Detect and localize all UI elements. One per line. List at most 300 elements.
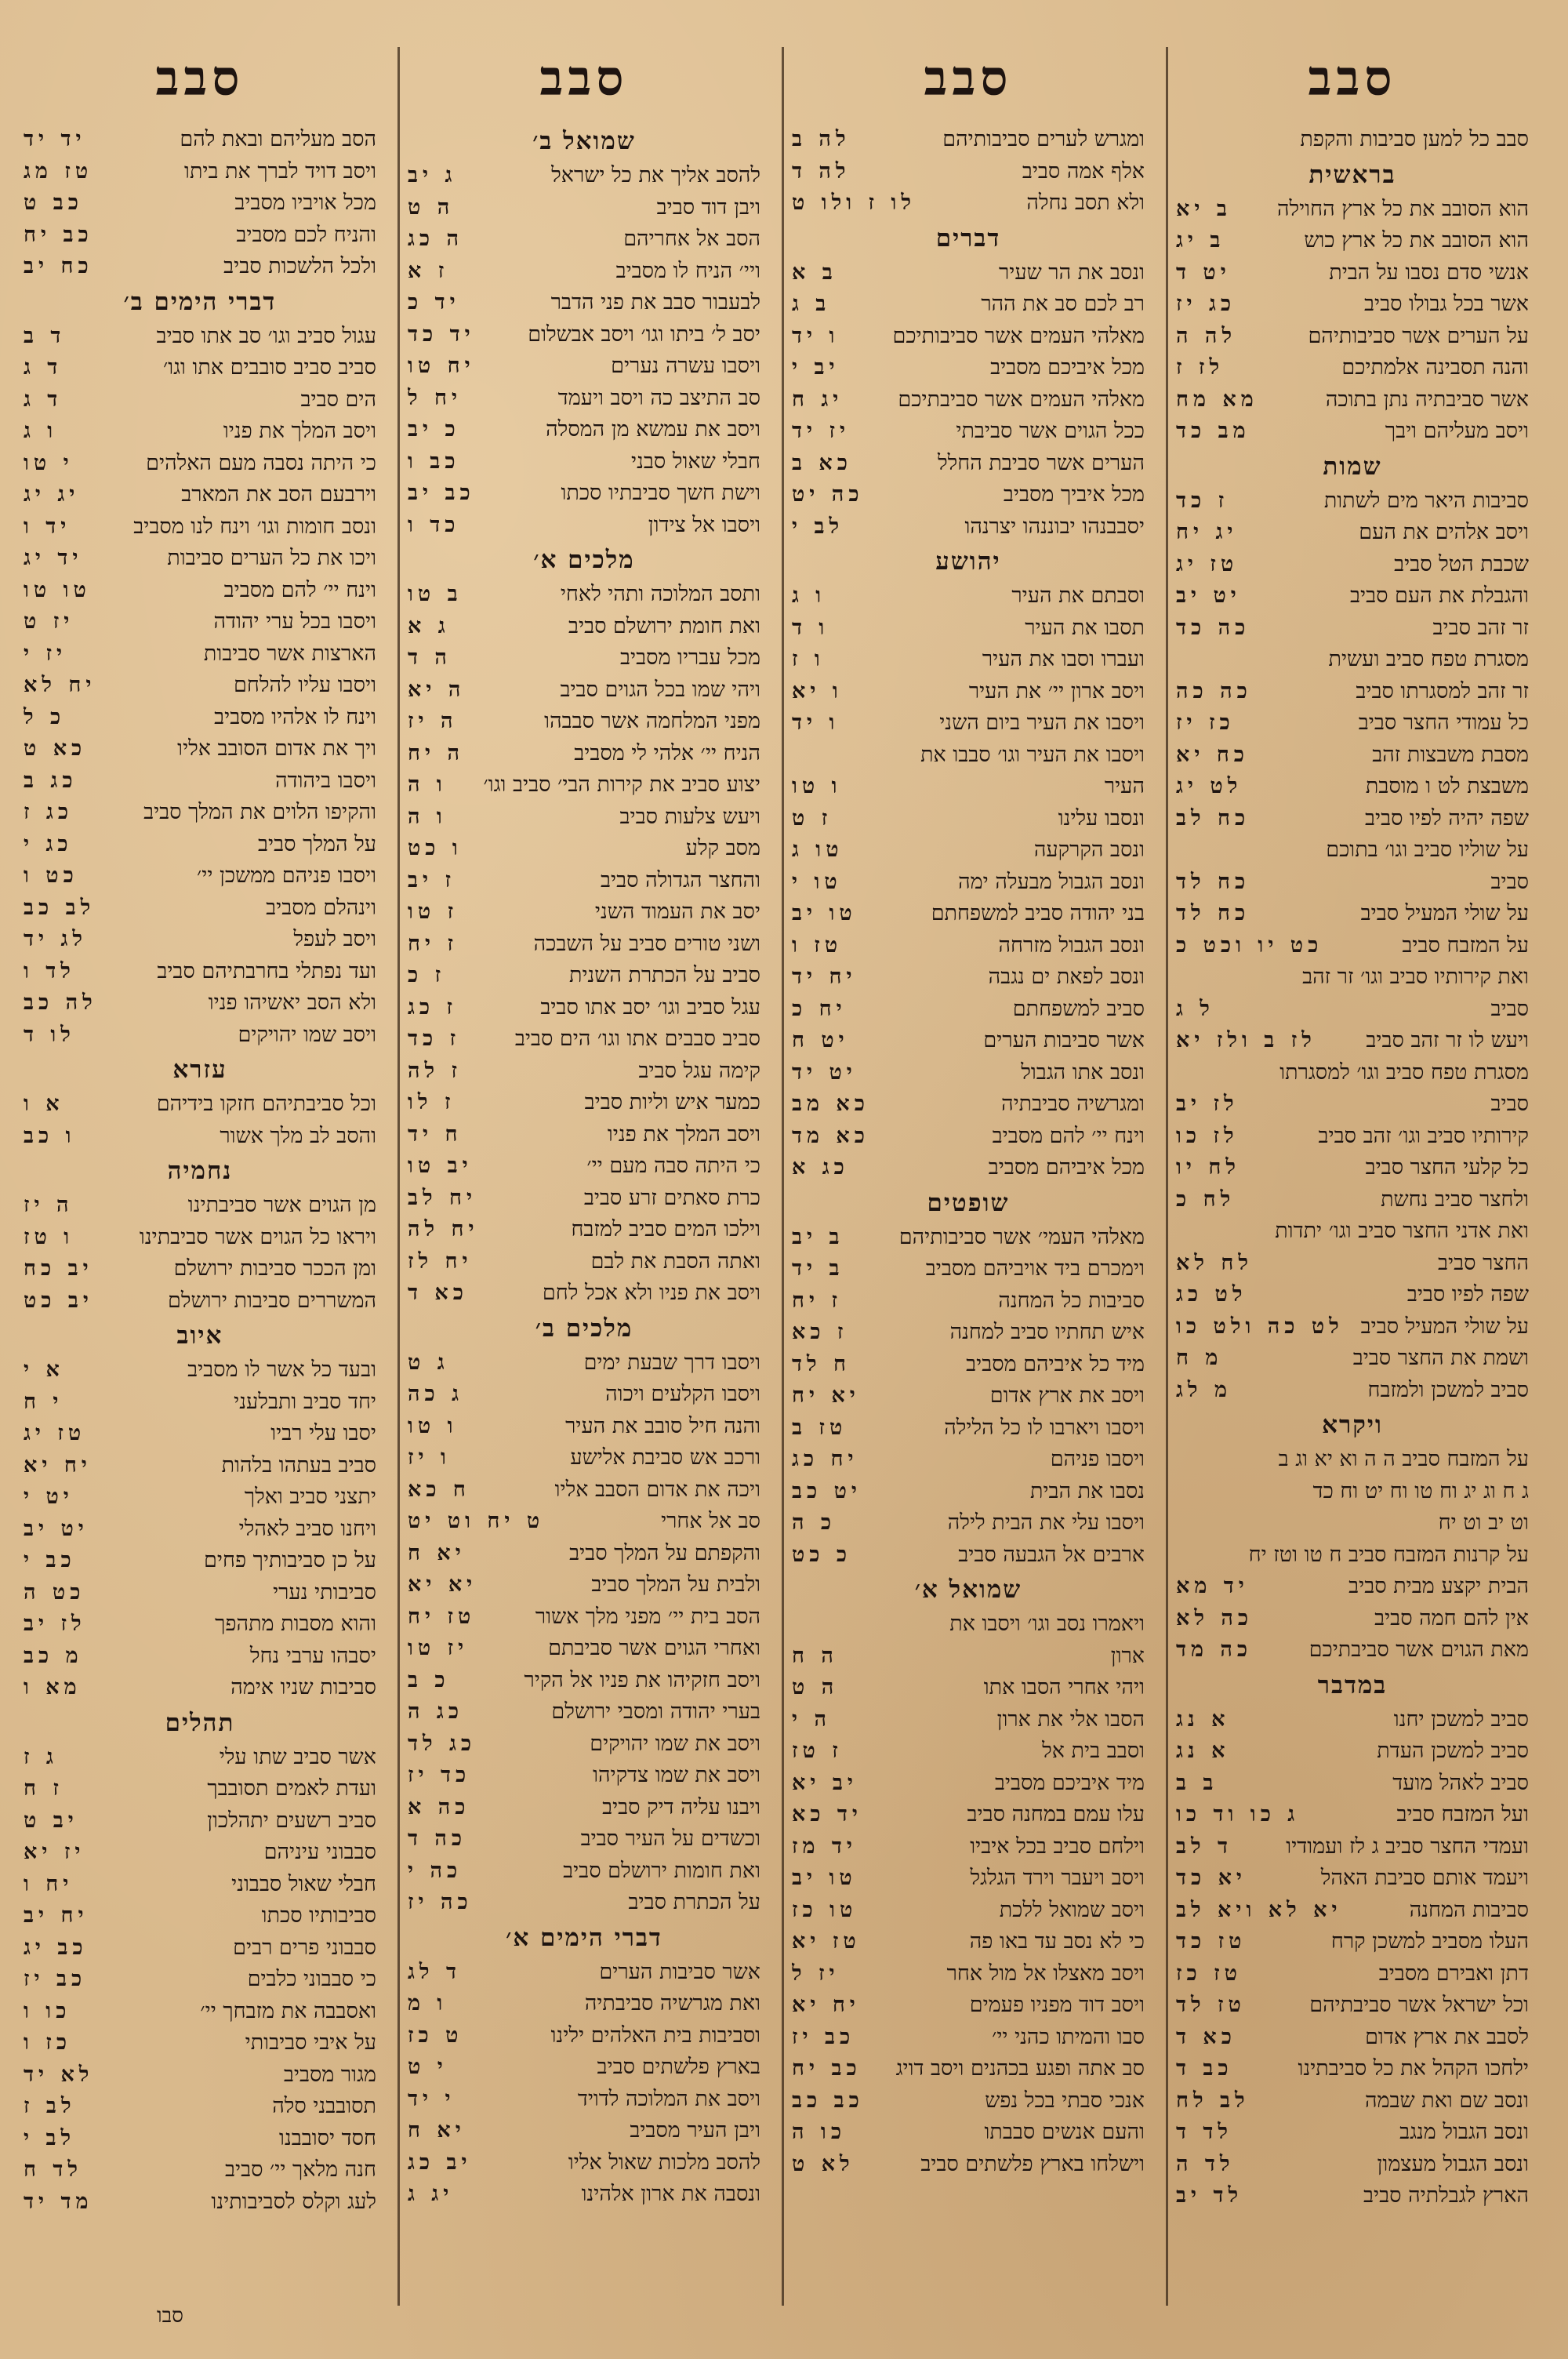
entry-text: ויסבו עליו להלחם (234, 673, 376, 697)
entry-text: אשר סביב שתו עלי (219, 1744, 376, 1769)
entry-row (24, 220, 376, 252)
entry-text: על המזבח סביב ה ה וא יא וג ב (1278, 1447, 1529, 1471)
verse-reference: כג י (24, 831, 73, 856)
entry-row (408, 642, 760, 674)
verse-reference: יב ט (24, 1808, 78, 1833)
entry-text: ילחכו הקהל את כל סביבתינו (1298, 2056, 1529, 2081)
verse-reference: ו יז (408, 1445, 451, 1470)
verse-reference: יב כח (24, 1256, 93, 1281)
verse-reference: יא כד (1176, 1866, 1247, 1890)
entry-text: אשר סביבות הערים (983, 1028, 1145, 1052)
verse-reference: יח יא (792, 1993, 860, 2017)
entry-row (408, 929, 760, 961)
verse-reference: טז יג (1176, 551, 1239, 576)
verse-reference: טו י (792, 869, 842, 894)
entry-row (24, 1089, 376, 1121)
entry-text: מאלהי העמים אשר סביבותיכם (892, 323, 1145, 348)
entry-row (792, 2117, 1145, 2149)
verse-reference: לז יב (1176, 1092, 1239, 1116)
entry-text: זר זהב סביב (1432, 615, 1529, 640)
entry-text: ויסבו פניהם (1050, 1447, 1145, 1471)
entry-row (408, 2052, 760, 2084)
verse-reference: כא ד (1176, 2024, 1236, 2049)
verse-reference: יט ד (1176, 260, 1231, 285)
verse-reference: ז יח (408, 931, 458, 956)
entry-row (1176, 517, 1529, 549)
entry-text: הוא הסובב את כל ארץ כוש (1304, 228, 1529, 253)
entry-row (24, 1773, 376, 1805)
entry-row (1176, 289, 1529, 321)
entry-row (408, 1538, 760, 1570)
verse-reference: כז ו (24, 2030, 72, 2055)
verse-reference: כא מב (792, 1092, 869, 1116)
entry-row (408, 960, 760, 992)
entry-row (792, 1958, 1145, 1990)
entry-row (1176, 1704, 1529, 1736)
entry-row (1176, 485, 1529, 518)
entry-text: ונסב חומות וגו׳ וינח לנו מסביב (133, 514, 376, 539)
verse-reference: כה מד (1176, 1637, 1253, 1662)
entry-row (24, 124, 376, 156)
verse-reference: ו ה (408, 772, 447, 797)
entry-text: ובעד כל אשר לו מסביב (187, 1358, 376, 1382)
entry-text: חסד יסובבנו (279, 2125, 376, 2150)
verse-reference: כח לד (1176, 901, 1250, 925)
verse-reference: יח לז (408, 1249, 473, 1274)
verse-reference: כה א (408, 1794, 470, 1819)
verse-reference: לא ט (792, 2151, 855, 2176)
entry-text: ויסבו את העיר וגו׳ סבבו את (920, 742, 1145, 767)
entry-text: ונסב הגבול מנגב (1399, 2120, 1529, 2144)
entry-row (24, 924, 376, 956)
entry-row (1176, 1539, 1529, 1572)
entry-row (1176, 1057, 1529, 1089)
entry-text: אלף אמה סביב (1022, 158, 1145, 184)
verse-reference: ז יח (792, 1288, 842, 1313)
verse-reference: יח יא (24, 1452, 92, 1478)
entry-text: סב אל אחרי (661, 1509, 760, 1533)
entry-text: עלו עמם במחנה סביב (967, 1802, 1145, 1826)
entry-row (1176, 676, 1529, 708)
verse-reference: ב ב (1176, 1770, 1218, 1795)
entry-text: ושמת את החצר סביב (1352, 1346, 1529, 1370)
entry-row (1176, 644, 1529, 676)
verse-reference: יח כג (792, 1447, 858, 1471)
verse-reference: ב א (792, 260, 837, 285)
entry-row (1176, 1768, 1529, 1800)
column-header: סבב (924, 49, 1013, 107)
entry-text: אשר סביבתיה נתן בתוכה (1325, 387, 1529, 412)
entry-row (792, 676, 1145, 708)
entry-text: ויסבו את העיר ביום השני (939, 711, 1145, 735)
entry-text: מכל איביהם מסביב (988, 1155, 1145, 1180)
entry-text: סביבותי נערי (273, 1579, 376, 1605)
column-entries (1176, 124, 1529, 2212)
entry-row (24, 575, 376, 607)
verse-reference: יז ט (24, 609, 74, 634)
entry-row (24, 1285, 376, 1318)
entry-row (792, 289, 1145, 321)
entry-text: על שוליו סביב וגו׳ בתוכם (1326, 838, 1529, 862)
entry-row (408, 383, 760, 415)
verse-reference: ז כ (408, 963, 446, 987)
verse-reference: לד ח (24, 2157, 82, 2182)
entry-row (1176, 1799, 1529, 1831)
verse-reference: כג ז (24, 800, 74, 824)
verse-reference: לב כב (24, 895, 96, 920)
entry-row (792, 1222, 1145, 1254)
entry-row (1176, 1248, 1529, 1280)
entry-text: שפה לפיו סביב (1406, 1282, 1529, 1307)
entry-text: וינח יי׳ להם מסביב (223, 577, 376, 602)
verse-reference: ה י (792, 1707, 832, 1732)
entry-row (24, 765, 376, 798)
entry-row (24, 543, 376, 575)
entry-row (792, 1539, 1145, 1572)
verse-reference: ה יז (408, 709, 458, 733)
entry-row (792, 1736, 1145, 1768)
entry-row (408, 1633, 760, 1665)
entry-row (24, 606, 376, 638)
entry-text: וילחם סביב בכל איביו (970, 1834, 1145, 1859)
entry-text: סביב למשכן העדת (1377, 1739, 1529, 1763)
entry-text: הסב בית יי׳ מפני מלך אשור (535, 1604, 760, 1629)
verse-reference: יח לה (408, 1217, 479, 1241)
verse-reference: ב ג (792, 292, 831, 316)
entry-row (792, 1412, 1145, 1445)
entry-row (24, 1577, 376, 1609)
entry-text: נסבו את הבית (1030, 1478, 1145, 1503)
verse-reference: כט ו (24, 863, 78, 888)
entry-row (408, 414, 760, 446)
verse-reference: יט יד (792, 1060, 857, 1085)
entry-text: על שולי המעיל סביב (1360, 901, 1529, 925)
entry-row (24, 797, 376, 829)
entry-text: מפני המלחמה אשר סבבהו (544, 709, 760, 733)
entry-text: חבלי שאול סבני (631, 449, 760, 474)
verse-reference: יב כט (24, 1288, 93, 1313)
verse-reference: ב יא (1176, 196, 1232, 221)
entry-row (408, 1150, 760, 1183)
entry-row (792, 448, 1145, 480)
entry-text: סביב למשכן ולמזבח (1367, 1377, 1529, 1402)
entry-row (408, 833, 760, 865)
entry-text: ונסבה את ארון אלהינו (581, 2182, 760, 2206)
entry-text: ואת קירותיו סביב וגו׳ זר זהב (1302, 965, 1529, 989)
entry-row (792, 1444, 1145, 1476)
entry-text: ונסב שם ואת שבמה (1364, 2088, 1529, 2113)
entry-text: זר זהב למסגרתו סביב (1356, 678, 1529, 703)
verse-reference: כב יב (408, 481, 475, 505)
entry-text: הסב אל אחריהם (623, 227, 760, 251)
verse-reference: יב י (792, 355, 840, 380)
entry-row (24, 1545, 376, 1577)
entry-text: סביב בעתהו בלהות (221, 1452, 376, 1478)
entry-text: חבלי שאול סבבוני (231, 1871, 376, 1896)
entry-text: כי סבבוני כלבים (247, 1967, 376, 1991)
verse-reference: ו טז (24, 1224, 74, 1249)
verse-reference: ב יד (792, 1256, 844, 1281)
entry-row (408, 1665, 760, 1697)
entry-text: וישלחו בארץ פלשתים סביב (920, 2151, 1145, 2176)
verse-reference: א ו (24, 1092, 64, 1116)
entry-text: יסבהו ערבי נחל (249, 1643, 376, 1668)
entry-row (792, 644, 1145, 676)
verse-reference: ט כז (408, 2023, 463, 2048)
entry-text: כרת סאתים זרע סביב (583, 1185, 760, 1210)
entry-text: וינח יי׳ להם מסביב (992, 1123, 1145, 1148)
entry-row (408, 801, 760, 834)
entry-row (24, 1742, 376, 1774)
entry-text: ויסבו ויארבו לו כל הלילה (944, 1415, 1145, 1440)
entry-text: על כן סביבותיך פחים (204, 1548, 376, 1572)
verse-reference: כט יו וכט כ (1176, 932, 1323, 958)
entry-row (24, 1641, 376, 1673)
entry-row (408, 1246, 760, 1278)
entry-row (1176, 1831, 1529, 1863)
verse-reference: ז ט (792, 805, 833, 831)
column-entries (24, 124, 376, 2218)
verse-reference: כח לד (1176, 869, 1250, 894)
entry-text: ולבית על המלך סביב (591, 1572, 760, 1597)
entry-row (792, 1025, 1145, 1057)
verse-reference: לח יו (1176, 1155, 1240, 1180)
entry-text: והסב לב מלך אשור (220, 1123, 376, 1148)
entry-text: וישת חשך סביבתיו סכתו (561, 481, 760, 505)
verse-reference: כג א (792, 1155, 849, 1180)
verse-reference: יט יב (24, 1516, 89, 1541)
verse-reference: ט יח וט יט (408, 1509, 545, 1533)
book-heading: תהלים (165, 1708, 235, 1737)
verse-reference: יט י (24, 1485, 74, 1509)
entry-text: ותסב המלוכה ותהי לאחי (560, 582, 760, 606)
entry-row (792, 1253, 1145, 1285)
entry-row (792, 257, 1145, 289)
entry-text: וימכרם ביד אויביהם מסביב (925, 1256, 1145, 1281)
verse-reference: ד ג (24, 387, 63, 412)
entry-text: סביבותיו סכתו (261, 1903, 376, 1928)
entry-text: מכל איביך מסביב (1003, 482, 1145, 507)
verse-reference: מא מח (1176, 387, 1258, 412)
entry-text: להסב מלכות שאול אליו (568, 2150, 760, 2175)
entry-row (24, 321, 376, 353)
verse-reference: ח כא (408, 1477, 470, 1502)
verse-reference: לב ז (24, 2094, 76, 2118)
entry-row (1176, 1863, 1529, 1895)
entry-row (408, 256, 760, 288)
entry-text: סביב על הכתרת השנית (568, 963, 760, 987)
entry-text: סבבוני פרים רבים (233, 1935, 376, 1960)
verse-reference: טו יב (792, 1866, 857, 1890)
entry-row (408, 1379, 760, 1411)
entry-text: וסבתם את העיר (1011, 583, 1145, 608)
entry-text: ככל הגוים אשר סביבתי (956, 419, 1145, 443)
entry-text: מאלהי העמים אשר סביבתיכם (898, 387, 1145, 412)
verse-reference: כו ה (792, 2120, 847, 2144)
entry-row (1176, 1311, 1529, 1343)
entry-text: ונסב הגבול מזרחה (998, 932, 1145, 958)
verse-reference: ו ז (792, 647, 825, 671)
verse-reference: י ט (408, 2055, 448, 2079)
verse-reference: יב טו (408, 1154, 473, 1178)
entry-text: אשר בכל גבולו סביב (1363, 292, 1529, 316)
verse-reference: ה יא (408, 677, 466, 702)
verse-reference: כח יב (24, 254, 93, 278)
entry-text: מגור מסביב (283, 2062, 376, 2087)
entry-row (792, 1863, 1145, 1895)
verse-reference: יח לא (24, 673, 96, 697)
entry-text: רב לכם סב את ההר (981, 292, 1145, 316)
entry-text: ורכב אש סביבת אלישע (570, 1445, 760, 1470)
entry-text: קימה עגל סביב (638, 1058, 760, 1083)
entry-row (792, 1317, 1145, 1349)
verse-reference: יט ח (792, 1028, 849, 1052)
entry-row (1176, 321, 1529, 353)
entry-text: מסבת משבצות זהב (1372, 742, 1529, 767)
entry-row (1176, 1895, 1529, 1927)
entry-text: והוא מסבות מתהפך (215, 1612, 376, 1636)
book-heading: שופטים (927, 1188, 1010, 1217)
entry-row (408, 674, 760, 707)
verse-reference: טז יא (792, 1929, 861, 1954)
entry-text: סביב (1490, 1092, 1529, 1116)
entry-row (792, 1089, 1145, 1121)
entry-text: ולחצר סביב נחשת (1381, 1187, 1529, 1212)
entry-row (24, 829, 376, 861)
verse-reference: ל ג (1176, 996, 1214, 1021)
entry-text: הוא הסובב את כל ארץ החוילה (1276, 196, 1529, 221)
verse-reference: י ח (24, 1389, 64, 1414)
entry-row (1176, 352, 1529, 384)
entry-row (24, 1996, 376, 2028)
entry-row (408, 1347, 760, 1379)
entry-row (1176, 2085, 1529, 2117)
entry-text: שפה יהיה לפיו סביב (1365, 805, 1529, 831)
entry-text: דתן ואבירם מסביב (1378, 1961, 1529, 1986)
entry-row (408, 1856, 760, 1888)
verse-reference: ה יח (408, 740, 464, 765)
verse-reference: כה לא (1176, 1605, 1254, 1630)
entry-row (1176, 1121, 1529, 1153)
entry-row (792, 124, 1145, 156)
entry-text: ולכל הלשכות סביב (223, 254, 376, 278)
entry-text: לעג וקלס לסביבותינו (211, 2189, 376, 2214)
verse-reference: יט כב (792, 1478, 862, 1503)
entry-text: ומגרש לערים סביבותיהם (942, 127, 1145, 151)
entry-row (24, 2154, 376, 2186)
entry-row (1176, 257, 1529, 289)
entry-text: כל קלעי החצר סביב (1365, 1155, 1529, 1180)
verse-reference: ז כא (792, 1320, 848, 1344)
verse-reference: יא ח (408, 2118, 466, 2143)
verse-reference: א נג (1176, 1739, 1230, 1763)
entry-text: וכל סביבתיהם חזקו בידיהם (156, 1092, 376, 1116)
entry-row (408, 1506, 760, 1538)
entry-row (792, 479, 1145, 511)
verse-reference: ד ג (24, 355, 63, 380)
verse-reference: כח לב (1176, 805, 1250, 831)
entry-row (408, 1474, 760, 1507)
entry-text: ויראו כל הגוים אשר סביבתינו (139, 1224, 376, 1249)
verse-reference: לו ז ולו ט (792, 191, 916, 215)
verse-reference: ה ט (792, 1675, 839, 1699)
verse-reference: ו יא (792, 678, 843, 703)
verse-reference: טו טו (24, 577, 91, 602)
entry-text: ויסב מעליהם ויבך (1385, 419, 1529, 443)
entry-text: ויסב את פניו ולא אכל לחם (542, 1281, 760, 1305)
entry-row (408, 1569, 760, 1601)
entry-row (1176, 1634, 1529, 1667)
entry-row (1176, 194, 1529, 226)
entry-row (792, 707, 1145, 740)
verse-reference: ז טז (792, 1739, 843, 1763)
entry-text: כל עמודי החצר סביב (1358, 711, 1529, 735)
entry-row (792, 1990, 1145, 2022)
entry-row (1176, 384, 1529, 416)
entry-row (408, 579, 760, 611)
verse-reference: יז יא (24, 1840, 85, 1864)
verse-reference: יד מא (1176, 1574, 1249, 1598)
entry-row (792, 1121, 1145, 1153)
entry-row (408, 1760, 760, 1792)
entry-text: מיד איביכם מסביב (994, 1770, 1145, 1795)
verse-reference: כה כה (1176, 678, 1252, 703)
entry-text: ויכו את כל הערים סביבות (167, 546, 376, 570)
verse-reference: טז כז (1176, 1961, 1242, 1986)
entry-row (408, 2115, 760, 2147)
entry-text: ונסב הקרקעה (1033, 838, 1145, 862)
column-header: סבב (155, 49, 245, 107)
entry-text: מאת הגוים אשר סביבתיכם (1308, 1637, 1529, 1662)
entry-row (792, 994, 1145, 1026)
entry-text: ויסבו עשרה נערים (611, 354, 760, 378)
entry-text: הניח יי׳ אלהי לי מסביב (574, 740, 760, 765)
entry-text: חנה מלאך יי׳ סביב (225, 2157, 376, 2182)
entry-row (792, 156, 1145, 188)
entry-text: כי היתה נסבה מעם האלהים (146, 450, 376, 475)
verse-reference: ג א (408, 613, 450, 638)
entry-row (24, 1932, 376, 1965)
verse-reference: יד ו (24, 514, 71, 539)
entry-text: מן הגוים אשר סביבתינו (187, 1193, 376, 1217)
verse-reference: ז כד (1176, 488, 1229, 513)
entry-text: על הערים אשר סביבותיהם (1308, 323, 1529, 348)
verse-reference: יד כא (792, 1802, 862, 1826)
verse-reference: לז ב ולז יא (1176, 1028, 1316, 1052)
verse-reference: כ יב (408, 417, 460, 442)
entry-row (1176, 225, 1529, 257)
verse-reference: ו טו (792, 774, 842, 798)
entry-text: סביב סביב סובבים אתו וגו׳ (162, 355, 376, 380)
verse-reference: ו טו (408, 1413, 458, 1438)
entry-text: מיד כל איביהם מסביב (966, 1351, 1145, 1376)
entry-row (408, 1823, 760, 1856)
verse-reference: יז יד (792, 419, 851, 443)
catchword: סבו (157, 2304, 183, 2328)
entry-text: קירותיו סביב וגו׳ זהב סביב (1318, 1123, 1529, 1148)
entry-row (1176, 2149, 1529, 2181)
entry-row (24, 1418, 376, 1450)
entry-text: ונסב אתו הגבול (1021, 1060, 1145, 1085)
verse-reference: ו מ (408, 1991, 448, 2016)
verse-reference: כב יג (24, 1935, 88, 1960)
entry-text: ויסבו אל צידון (648, 512, 760, 537)
entry-text: סביבות כל המחנה (998, 1288, 1145, 1313)
entry-row (1176, 1375, 1529, 1407)
entry-row (792, 740, 1145, 772)
verse-reference: יח טו (408, 354, 475, 378)
entry-row (24, 1514, 376, 1546)
